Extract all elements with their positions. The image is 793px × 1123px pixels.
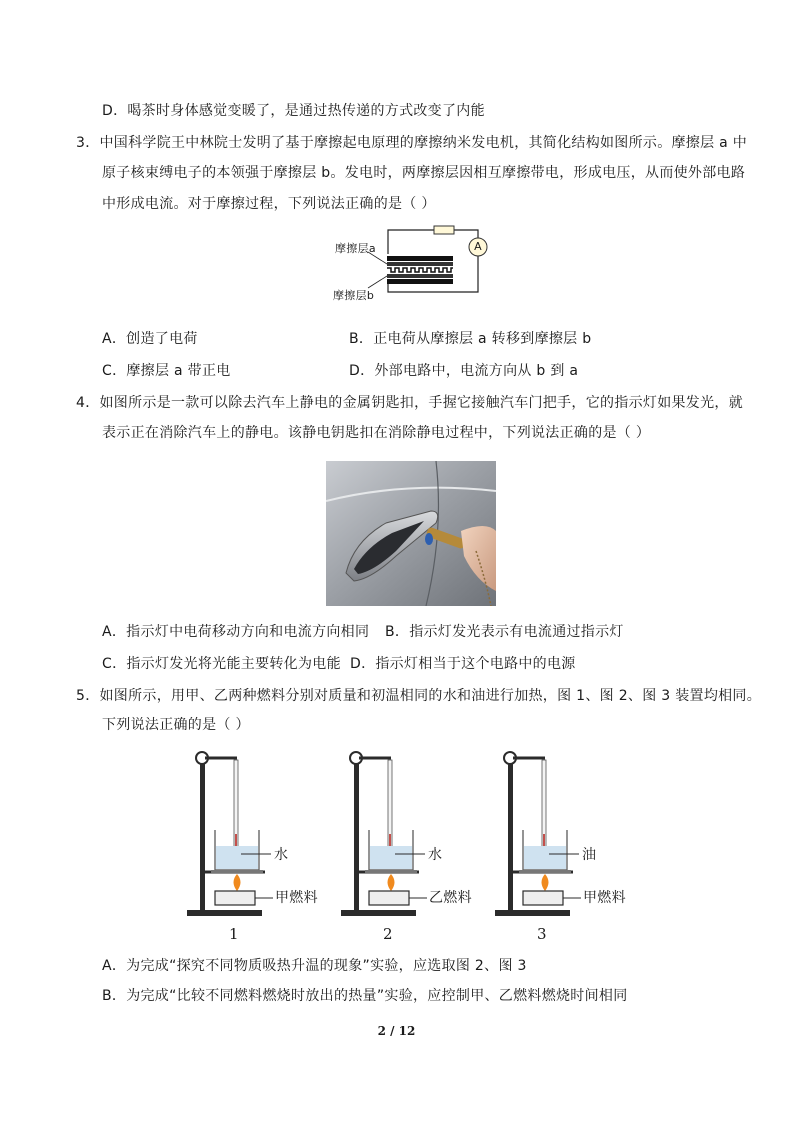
- stand-base: [187, 910, 262, 916]
- beaker-liquid: [216, 846, 258, 869]
- beaker-liquid: [370, 846, 412, 869]
- gauze: [519, 870, 571, 873]
- burner: [523, 891, 563, 905]
- fuel-label: 乙燃料: [429, 890, 472, 906]
- stand-pole: [200, 754, 205, 912]
- q5-option-a: A．为完成“探究不同物质吸热升温的现象”实验，应选取图 2、图 3: [102, 958, 527, 974]
- gauze: [365, 870, 417, 873]
- q3-stem-line1: 3．中国科学院王中林院士发明了基于摩擦起电原理的摩擦纳米发电机，其简化结构如图所示。摩擦层 a 中: [76, 135, 748, 151]
- q3-option-d: D．外部电路中，电流方向从 b 到 a: [349, 363, 579, 379]
- liquid-label: 油: [582, 847, 597, 863]
- figure-number: 3: [537, 925, 547, 943]
- indicator-light: [425, 533, 433, 545]
- plate-bottom: [387, 279, 453, 284]
- burner: [215, 891, 255, 905]
- stand-pole: [354, 754, 359, 912]
- page-number: 2 / 12: [377, 1024, 416, 1038]
- q3-stem-line3: 中形成电流。对于摩擦过程，下列说法正确的是（ ）: [102, 196, 436, 212]
- beaker-liquid: [524, 846, 566, 869]
- figure-number: 2: [383, 925, 393, 943]
- q5-stem-line2: 下列说法正确的是（ ）: [102, 717, 250, 733]
- stand-pole: [508, 754, 513, 912]
- liquid-label: 水: [428, 847, 443, 863]
- liquid-label: 水: [274, 847, 289, 863]
- label-layer-a: 摩擦层a: [335, 242, 376, 255]
- flame-icon: [542, 874, 549, 891]
- q4-car-door-photo: [326, 461, 496, 606]
- q4-option-a: A．指示灯中电荷移动方向和电流方向相同: [102, 624, 370, 640]
- q4-stem-line2: 表示正在消除汽车上的静电。该静电钥匙扣在消除静电过程中，下列说法正确的是（ ）: [102, 425, 651, 441]
- plate-top: [387, 256, 453, 261]
- figure-number: 1: [229, 925, 239, 943]
- q5-stem-line1: 5．如图所示，用甲、乙两种燃料分别对质量和初温相同的水和油进行加热，图 1、图 2、图 3 装置均相同。: [76, 688, 762, 704]
- q5-heating-setups-figure: [185, 746, 637, 946]
- gauze: [211, 870, 263, 873]
- q2-option-d: D．喝茶时身体感觉变暖了，是通过热传递的方式改变了内能: [102, 103, 485, 119]
- q3-option-a: A．创造了电荷: [102, 331, 198, 347]
- q4-stem-line1: 4．如图所示是一款可以除去汽车上静电的金属钥匙扣，手握它接触汽车门把手，它的指示灯如果发光，就: [76, 395, 744, 411]
- burner: [369, 891, 409, 905]
- fuel-label: 甲燃料: [275, 890, 318, 906]
- resistor-symbol: [434, 226, 454, 234]
- q4-option-d: D．指示灯相当于这个电路中的电源: [350, 656, 576, 672]
- flame-icon: [388, 874, 395, 891]
- q3-option-c: C．摩擦层 a 带正电: [102, 363, 231, 379]
- q3-stem-line2: 原子核束缚电子的本领强于摩擦层 b。发电时，两摩擦层因相互摩擦带电，形成电压，从而使外部电路: [102, 165, 746, 181]
- q3-option-b: B．正电荷从摩擦层 a 转移到摩擦层 b: [349, 331, 592, 347]
- stand-base: [495, 910, 570, 916]
- q4-option-b: B．指示灯发光表示有电流通过指示灯: [385, 624, 624, 640]
- stand-base: [341, 910, 416, 916]
- label-layer-b: 摩擦层b: [333, 289, 375, 302]
- ammeter-label: A: [474, 240, 482, 253]
- q5-option-b: B．为完成“比较不同燃料燃烧时放出的热量”实验，应控制甲、乙燃料燃烧时间相同: [102, 988, 628, 1004]
- q4-option-c: C．指示灯发光将光能主要转化为电能: [102, 656, 341, 672]
- fuel-label: 甲燃料: [583, 890, 626, 906]
- flame-icon: [234, 874, 241, 891]
